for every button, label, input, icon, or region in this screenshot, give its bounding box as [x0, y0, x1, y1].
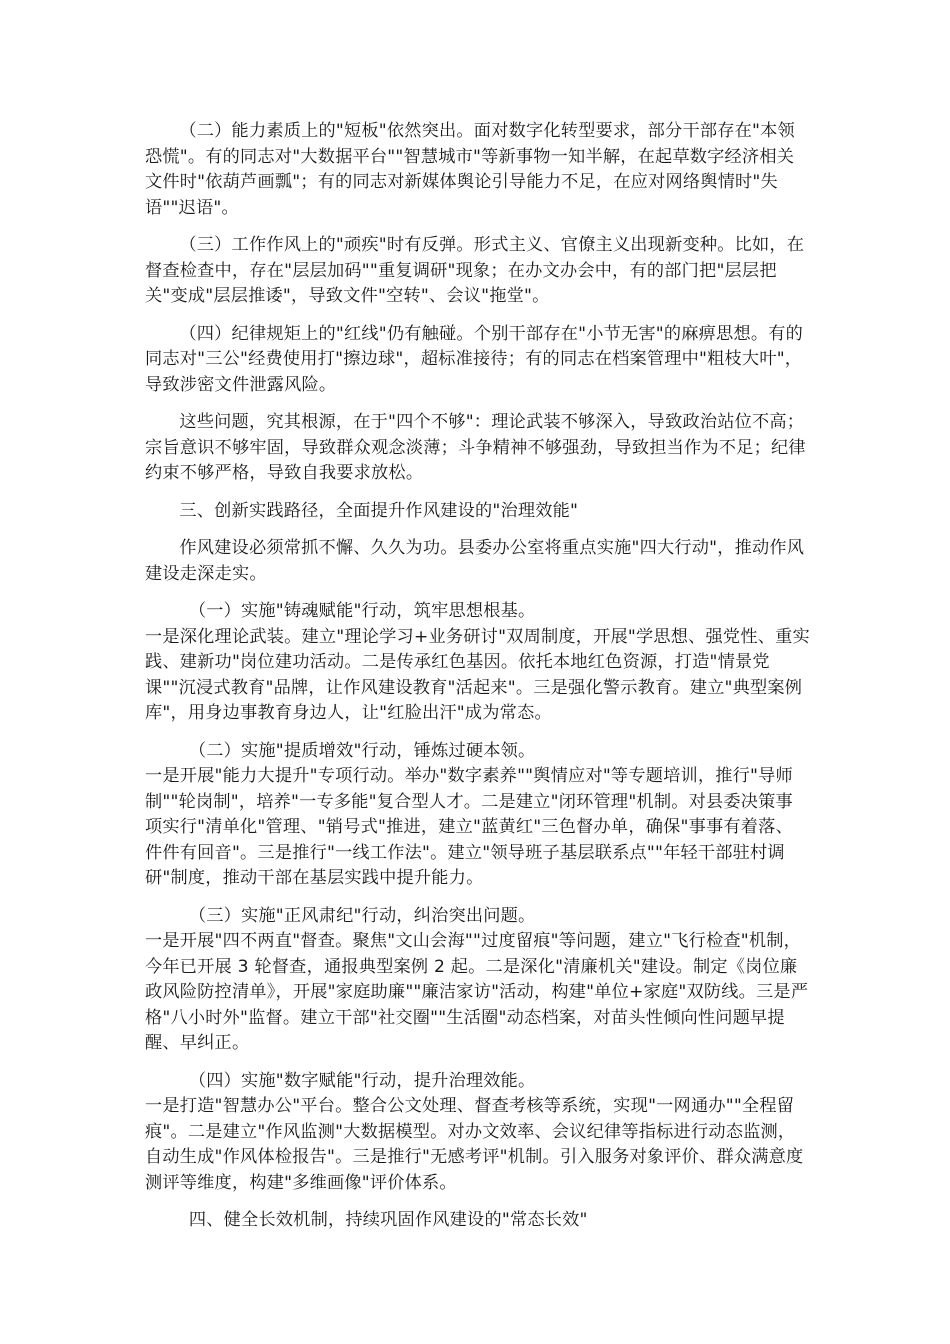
document-page — [145, 119, 810, 1246]
paragraph-capability-shortcomings: （二）能力素质上的"短板"依然突出。面对数字化转型要求，部分干部存在"本领恐慌"。有的同志对"大数据平台""智慧城市"等新事物一知半解，在起草数字经济相关文件时"依葫芦画瓢"；有的同志对新媒体舆论引导能力不足，在应对网络舆情时"失语""迟语"。 — [145, 121, 795, 218]
subsection-body-4: 一是打造"智慧办公"平台。整合公文处理、督查考核等系统，实现"一网通办""全程留痕"。二是建立"作风监测"大数据模型。对办文效率、会议纪律等指标进行动态监测，自动生成"作风体检报告"。三是推行"无感考评"机制。引入服务对象评价、群众满意度测评等维度，构建"多维画像"评价体系。 — [145, 1096, 804, 1193]
section-heading-four: 四、健全长效机制，持续巩固作风建设的"常态长效" — [188, 1210, 588, 1230]
section-heading-three: 三、创新实践路径，全面提升作风建设的"治理效能" — [179, 500, 579, 521]
subsection-heading-4: （四）实施"数字赋能"行动，提升治理效能。 — [188, 1070, 536, 1091]
paragraph-work-style-issues: （三）工作作风上的"顽疾"时有反弹。形式主义、官僚主义出现新变种。比如，在督查检查中，存在"层层加码""重复调研"现象；在办文办会中，有的部门把"层层把关"变成"层层推诿"，导致文件"空转"、会议"拖堂"。 — [145, 235, 805, 306]
subsection-body-2: 一是开展"能力大提升"专项行动。举办"数字素养""舆情应对"等专题培训，推行"导师制""轮岗制"，培养"一专多能"复合型人才。二是建立"闭环管理"机制。对县委决策事项实行"清单化"管理、"销号式"推进，建立"蓝黄红"三色督办单，确保"事事有着落、件件有回音"。三是推行"一线工作法"。建立"领导班子基层联系点""年轻干部驻村调研"制度，推动干部在基层实践中提升能力。 — [145, 766, 793, 888]
subsection-heading-2: （二）实施"提质增效"行动，锤炼过硬本领。 — [188, 740, 536, 761]
subsection-heading-1: （一）实施"铸魂赋能"行动，筑牢思想根基。 — [188, 601, 536, 621]
subsection-body-1: 一是深化理论武装。建立"理论学习+业务研讨"双周制度，开展"学思想、强党性、重实践、建新功"岗位建功活动。二是传承红色基因。依托本地红色资源，打造"情景党课""沉浸式教育"品牌，让作风建设教育"活起来"。三是强化警示教育。建立"典型案例库"，用身边事教育身边人，让"红脸出汗"成为常态。 — [145, 626, 810, 723]
subsection-heading-3: （三）实施"正风肃纪"行动，纠治突出问题。 — [188, 905, 536, 926]
subsection-body-3: 一是开展"四不两直"督查。聚焦"文山会海""过度留痕"等问题，建立"飞行检查"机制，今年已开展 3 轮督查，通报典型案例 2 起。二是深化"清廉机关"建设。制定《岗位廉政风险防控清单》，开展"家庭助廉""廉洁家访"活动，构建"单位+家庭"双防线。三是严格"八小时外"监督。建立干部"社交圈""生活圈"动态档案，对苗头性倾向性问题早提醒、早纠正。 — [145, 931, 809, 1053]
paragraph-root-causes: 这些问题，究其根源，在于"四个不够"：理论武装不够深入，导致政治站位不高；宗旨意识不够牢固，导致群众观念淡薄；斗争精神不够强劲，导致担当作为不足；纪律约束不够严格，导致自我要求放松。 — [145, 412, 806, 483]
paragraph-four-actions-intro: 作风建设必须常抓不懈、久久为功。县委办公室将重点实施"四大行动"，推动作风建设走深走实。 — [145, 538, 805, 584]
paragraph-discipline-redlines: （四）纪律规矩上的"红线"仍有触碰。个别干部存在"小节无害"的麻痹思想。有的同志对"三公"经费使用打"擦边球"，超标准接待；有的同志在档案管理中"粗枝大叶"，导致涉密文件泄露风险。 — [145, 323, 803, 395]
